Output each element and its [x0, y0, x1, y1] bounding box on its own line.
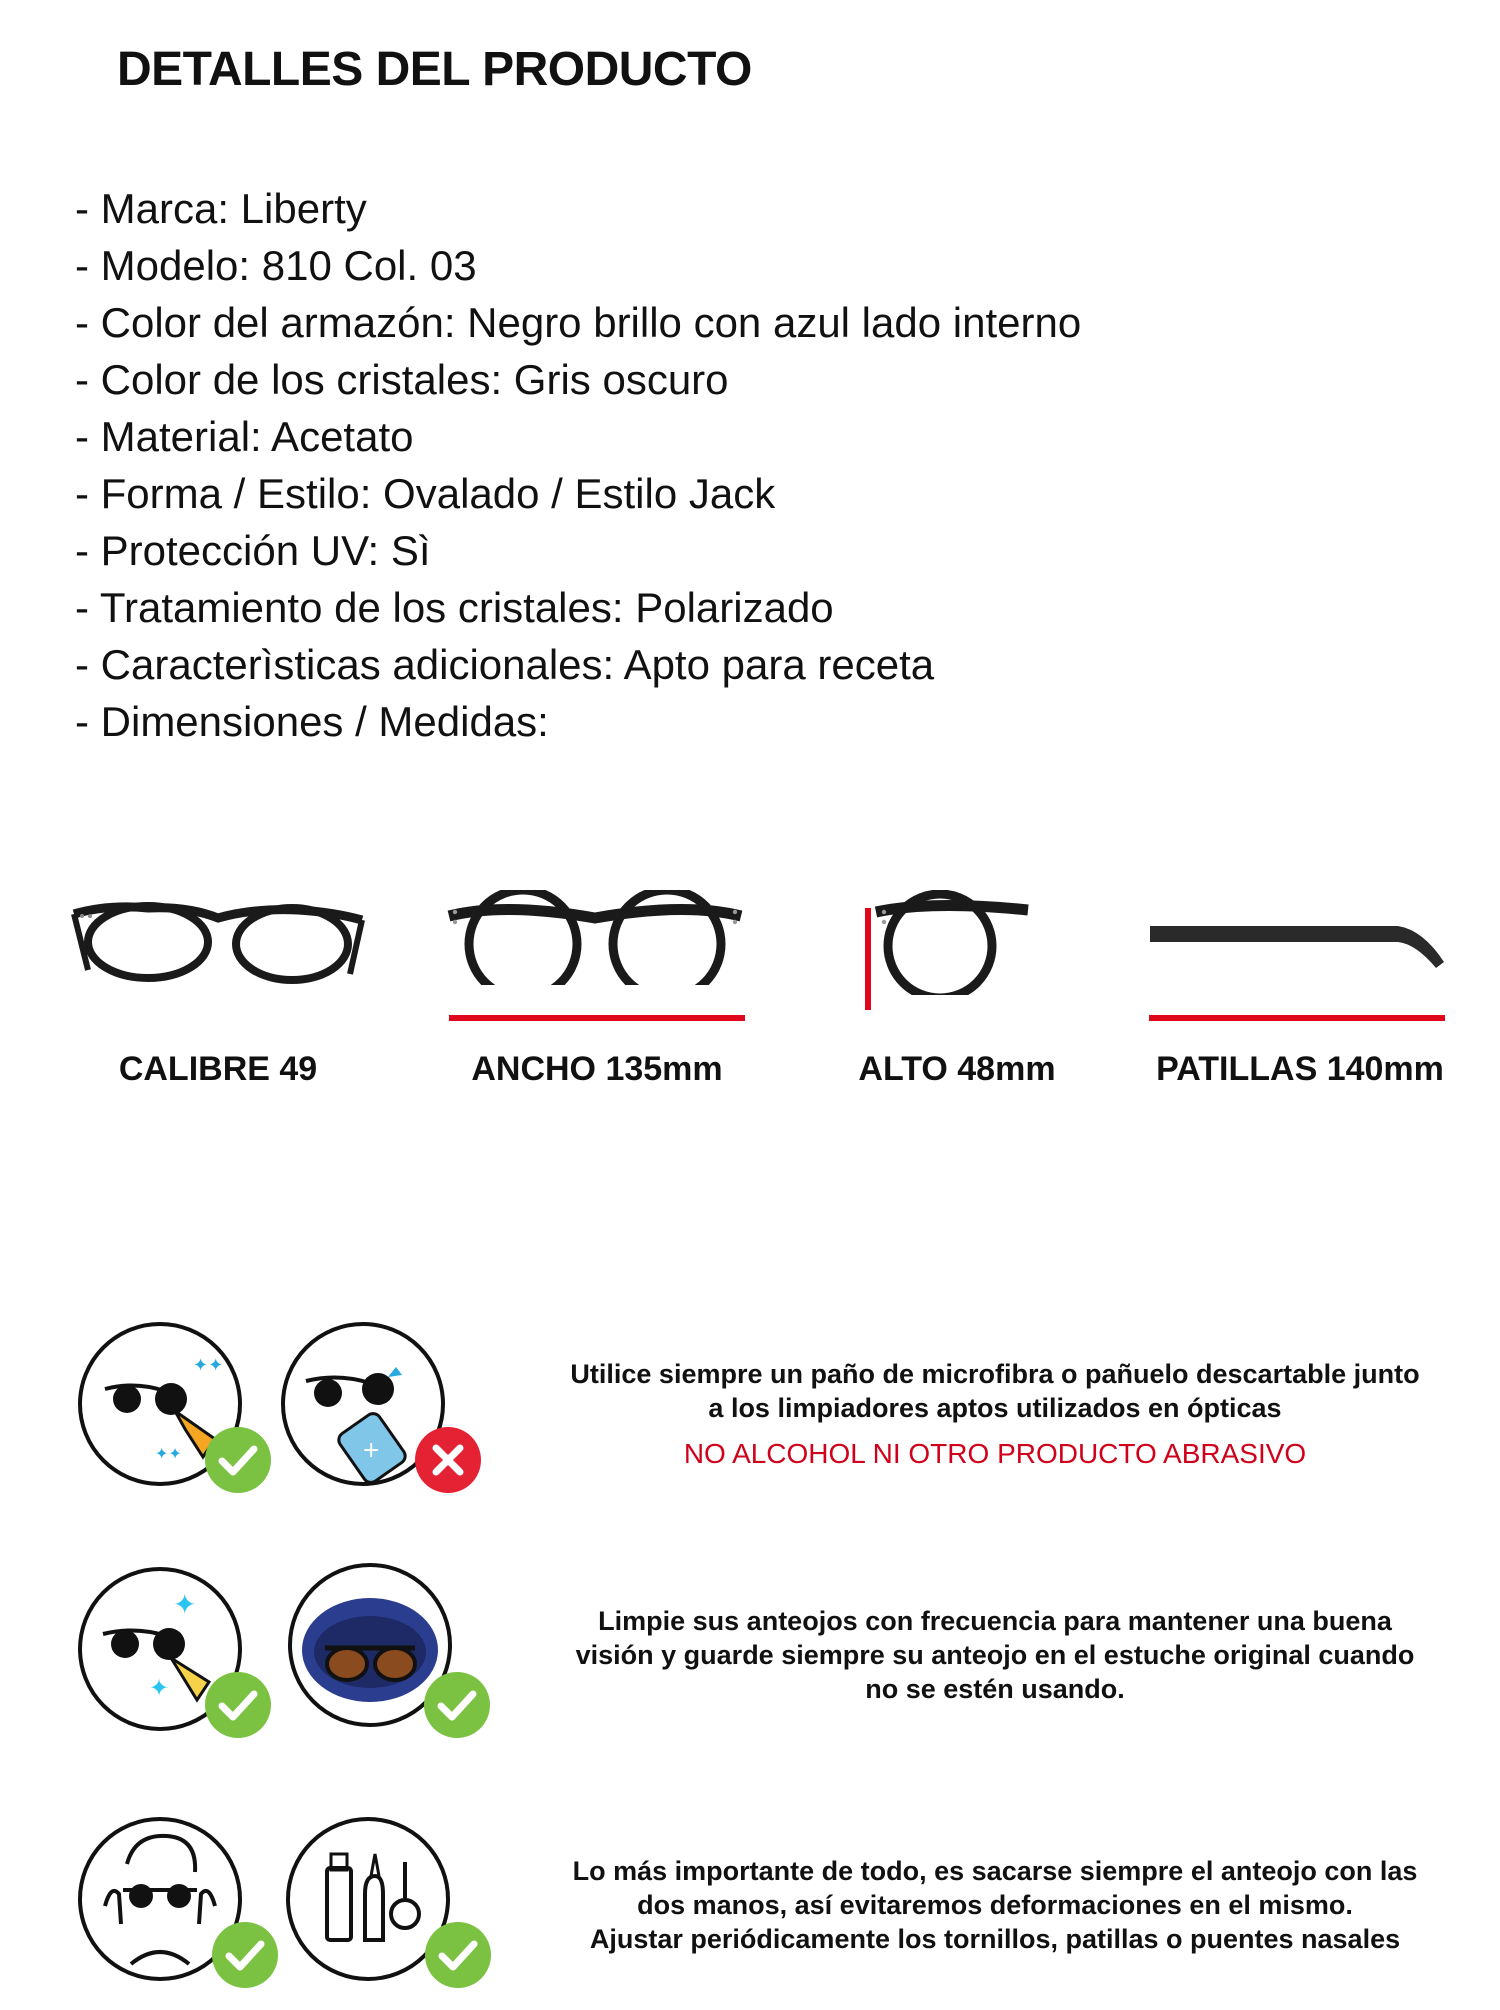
width-indicator-line: [449, 1015, 745, 1021]
care-3-line-1: Lo más importante de todo, es sacarse siempre el anteojo con las: [572, 1856, 1418, 1886]
label-alto: ALTO 48mm: [858, 1050, 1056, 1088]
page-title: DETALLES DEL PRODUCTO: [117, 43, 752, 96]
care-3-line-2: dos manos, así evitaremos deformaciones en el mismo.: [637, 1890, 1353, 1920]
detail-treatment: - Tratamiento de los cristales: Polarizado: [75, 584, 834, 631]
check-badge-icon: [424, 1672, 490, 1738]
detail-brand: - Marca: Liberty: [75, 185, 367, 232]
svg-text:✦✦: ✦✦: [155, 1444, 182, 1463]
detail-model: - Modelo: 810 Col. 03: [75, 242, 477, 289]
care-2-line-3: no se estén usando.: [865, 1674, 1125, 1704]
glasses-half-image: [872, 890, 1032, 995]
temple-arm-image: [1148, 920, 1448, 980]
detail-shape: - Forma / Estilo: Ovalado / Estilo Jack: [75, 470, 776, 517]
care-text-2: [540, 1604, 1450, 1706]
care-2-line-2: visión y guarde siempre su anteojo en el estuche original cuando: [575, 1640, 1415, 1670]
cross-badge-icon: [415, 1427, 481, 1493]
label-ancho: ANCHO 135mm: [471, 1050, 723, 1088]
svg-text:✦✦: ✦✦: [193, 1355, 224, 1376]
label-calibre: CALIBRE 49: [118, 1050, 318, 1088]
detail-extras: - Caracterìsticas adicionales: Apto para receta: [75, 641, 935, 688]
care-1-line-1: Utilice siempre un paño de microfibra o pañuelo descartable junto: [570, 1359, 1420, 1389]
dimensions-strip: [0, 870, 1500, 1090]
height-indicator-line: [865, 908, 871, 1010]
check-badge-icon: [205, 1672, 271, 1738]
care-row-2: [0, 1560, 1500, 1760]
care-1-line-2: a los limpiadores aptos utilizados en ópticas: [708, 1393, 1282, 1423]
detail-uv: - Protección UV: Sì: [75, 527, 431, 574]
details-list: [75, 180, 1081, 750]
care-1-warning: NO ALCOHOL NI OTRO PRODUCTO ABRASIVO: [683, 1438, 1307, 1469]
care-text-3: [540, 1854, 1450, 1956]
detail-dimensions: - Dimensiones / Medidas:: [75, 698, 549, 745]
detail-lens-color: - Color de los cristales: Gris oscuro: [75, 356, 729, 403]
care-2-line-1: Limpie sus anteojos con frecuencia para mantener una buena: [598, 1606, 1392, 1636]
glasses-front-image: [445, 890, 745, 985]
check-badge-icon: [205, 1427, 271, 1493]
check-badge-icon: [212, 1922, 278, 1988]
check-badge-icon: [425, 1922, 491, 1988]
temple-indicator-line: [1149, 1015, 1445, 1021]
svg-text:✦: ✦: [173, 1588, 197, 1621]
svg-text:✦: ✦: [149, 1674, 170, 1702]
label-patillas: PATILLAS 140mm: [1156, 1050, 1444, 1088]
detail-material: - Material: Acetato: [75, 413, 414, 460]
care-text-1: [540, 1357, 1450, 1471]
detail-frame-color: - Color del armazón: Negro brillo con azul lado interno: [75, 299, 1082, 346]
care-row-3: [0, 1810, 1500, 2010]
glasses-angled-image: [68, 890, 368, 990]
care-row-1: [0, 1315, 1500, 1515]
svg-text:+: +: [362, 1438, 381, 1463]
care-3-line-3: Ajustar periódicamente los tornillos, patillas o puentes nasales: [589, 1924, 1401, 1954]
